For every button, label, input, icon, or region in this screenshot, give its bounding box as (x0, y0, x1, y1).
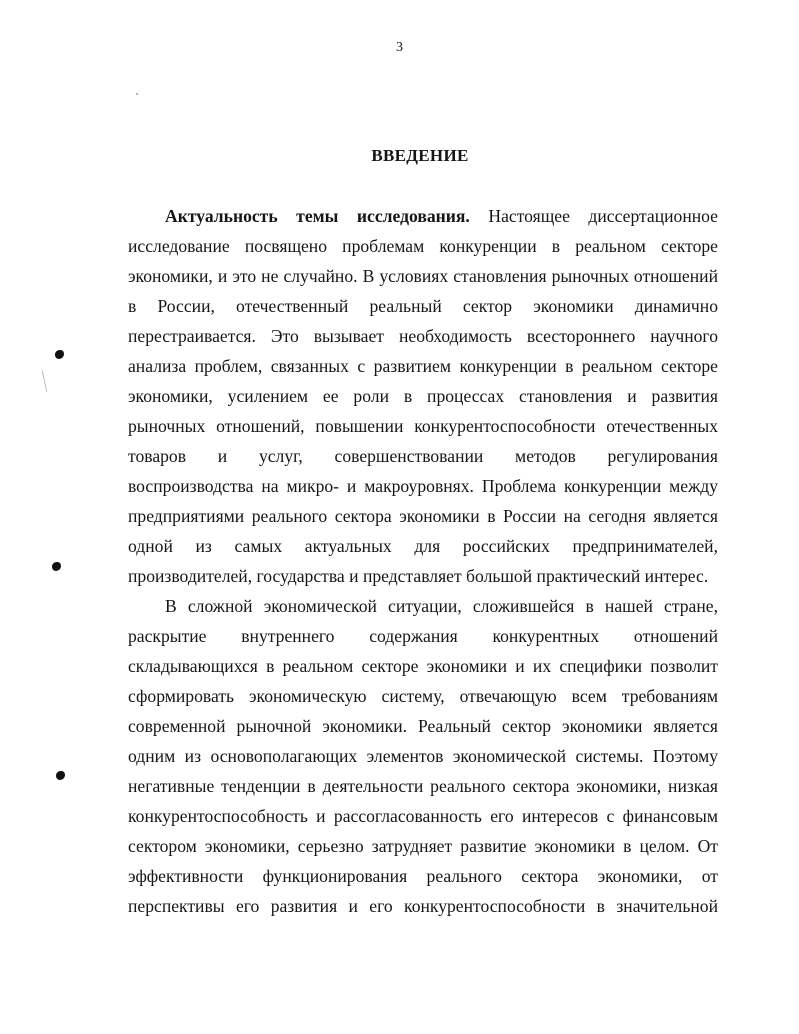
text-line: товаров и услуг, совершенствовании методов регулирования (128, 446, 718, 466)
text-line: предприятиями реального сектора экономики в России на сегодня является (128, 506, 718, 526)
text-line: одним из основополагающих элементов экономической системы. Поэтому (128, 746, 718, 766)
page-number: 3 (396, 40, 403, 55)
text-line: негативные тенденции в деятельности реального сектора экономики, низкая (128, 776, 718, 796)
text-line-rest: Настоящее диссертационное (488, 206, 718, 226)
lead-bold-phrase: Актуальность темы исследования. (165, 206, 470, 226)
text-line: раскрытие внутреннего содержания конкурентных отношений (128, 626, 718, 646)
text-line: исследование посвящено проблемам конкуренции в реальном секторе (128, 236, 718, 256)
text-line: сектором экономики, серьезно затрудняет развитие экономики в целом. От (128, 836, 718, 856)
text-line: современной рыночной экономики. Реальный сектор экономики является (128, 716, 718, 736)
text-line: сформировать экономическую систему, отвечающую всем требованиям (128, 686, 718, 706)
text-line: рыночных отношений, повышении конкурентоспособности отечественных (128, 416, 718, 436)
scan-blot-icon (52, 562, 61, 571)
text-line: перестраивается. Это вызывает необходимость всестороннего научного (128, 326, 718, 346)
text-line: эффективности функционирования реального сектора экономики, от (128, 866, 718, 886)
text-line (165, 206, 718, 226)
text-line: складывающихся в реальном секторе экономики и их специфики позволит (128, 656, 718, 676)
text-line: конкурентоспособность и рассогласованность его интересов с финансовым (128, 806, 718, 826)
text-line: одной из самых актуальных для российских предпринимателей, (128, 536, 718, 556)
text-line: перспективы его развития и его конкурентоспособности в значительной (128, 896, 718, 916)
scan-blot-icon (56, 771, 65, 780)
page-title: ВВЕДЕНИЕ (371, 146, 469, 165)
text-line: экономики, и это не случайно. В условиях становления рыночных отношений (128, 266, 718, 286)
scan-blot-icon (55, 350, 64, 359)
scan-dot-icon (136, 93, 138, 95)
text-line: анализа проблем, связанных с развитием конкуренции в реальном секторе (128, 356, 718, 376)
text-line: В сложной экономической ситуации, сложившейся в нашей стране, (165, 596, 718, 616)
text-line: в России, отечественный реальный сектор экономики динамично (128, 296, 718, 316)
text-line: производителей, государства и представляет большой практический интерес. (128, 566, 709, 586)
text-line: экономики, усилением ее роли в процессах становления и развития (128, 386, 718, 406)
text-line: воспроизводства на микро- и макроуровнях. Проблема конкуренции между (128, 476, 718, 496)
scan-mark-icon (42, 370, 48, 392)
